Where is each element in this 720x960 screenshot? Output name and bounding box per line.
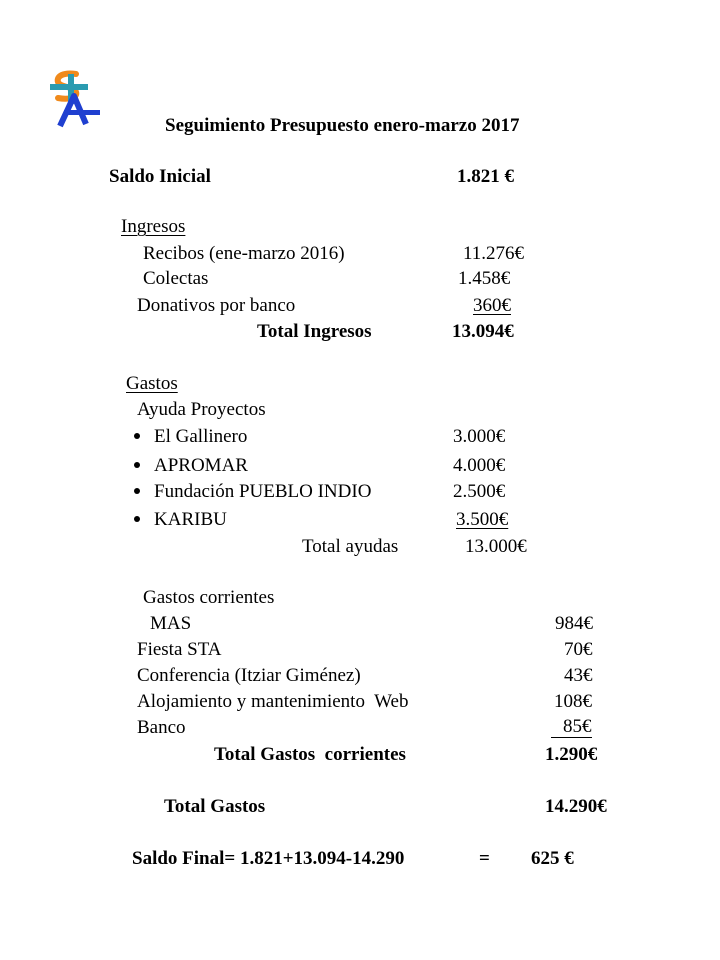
ayuda-label: El Gallinero bbox=[154, 426, 248, 447]
saldo-final-label: Saldo Final= 1.821+13.094-14.290 bbox=[132, 848, 405, 869]
ingreso-label: Recibos (ene-marzo 2016) bbox=[143, 243, 345, 264]
total-ayudas-value: 13.000€ bbox=[465, 536, 527, 557]
ayuda-label: Fundación PUEBLO INDIO bbox=[154, 481, 372, 502]
gasto-corriente-label: Banco bbox=[137, 717, 186, 738]
total-gastos-value: 14.290€ bbox=[545, 796, 607, 817]
gasto-corriente-label: Fiesta STA bbox=[137, 639, 222, 660]
gasto-corriente-value: 43€ bbox=[564, 665, 593, 686]
ayuda-label: KARIBU bbox=[154, 509, 227, 530]
gasto-corriente-value: 108€ bbox=[554, 691, 592, 712]
gasto-corriente-label: Conferencia (Itziar Giménez) bbox=[137, 665, 361, 686]
ayuda-label: APROMAR bbox=[154, 455, 248, 476]
ingreso-value: 1.458€ bbox=[458, 268, 511, 289]
saldo-inicial-value: 1.821 € bbox=[457, 166, 514, 187]
ayuda-value: 4.000€ bbox=[453, 455, 506, 476]
gasto-corriente-label: Alojamiento y mantenimiento Web bbox=[137, 691, 409, 712]
gastos-heading: Gastos bbox=[126, 373, 178, 394]
bullet-icon bbox=[134, 488, 140, 494]
ingreso-label: Colectas bbox=[143, 268, 209, 289]
total-ingresos-value: 13.094€ bbox=[452, 321, 514, 342]
ayuda-value: 2.500€ bbox=[453, 481, 506, 502]
saldo-inicial-label: Saldo Inicial bbox=[109, 166, 211, 187]
bullet-icon bbox=[134, 433, 140, 439]
bullet-icon bbox=[134, 462, 140, 468]
saldo-final-equals: = bbox=[479, 848, 490, 869]
total-ayudas-label: Total ayudas bbox=[302, 536, 399, 557]
document-title: Seguimiento Presupuesto enero-marzo 2017 bbox=[165, 115, 520, 136]
ayuda-value: 3.000€ bbox=[453, 426, 506, 447]
ayuda-value: 3.500€ bbox=[456, 509, 509, 530]
gasto-corriente-value: 70€ bbox=[564, 639, 593, 660]
sta-logo-icon bbox=[46, 68, 102, 128]
total-gastos-corrientes-value: 1.290€ bbox=[545, 744, 598, 765]
ingreso-label: Donativos por banco bbox=[137, 295, 296, 316]
ayuda-proyectos-heading: Ayuda Proyectos bbox=[137, 399, 266, 420]
gastos-corrientes-heading: Gastos corrientes bbox=[143, 587, 275, 608]
total-gastos-corrientes-label: Total Gastos corrientes bbox=[214, 744, 406, 765]
ingresos-heading: Ingresos bbox=[121, 216, 186, 237]
gasto-corriente-value: 85€ bbox=[551, 717, 592, 738]
ingreso-value: 360€ bbox=[473, 295, 511, 316]
ingreso-value: 11.276€ bbox=[463, 243, 525, 264]
gasto-corriente-label: MAS bbox=[150, 613, 192, 634]
gasto-corriente-value: 984€ bbox=[555, 613, 593, 634]
total-gastos-label: Total Gastos bbox=[164, 796, 266, 817]
bullet-icon bbox=[134, 516, 140, 522]
total-ingresos-label: Total Ingresos bbox=[257, 321, 372, 342]
saldo-final-value: 625 € bbox=[531, 848, 574, 869]
